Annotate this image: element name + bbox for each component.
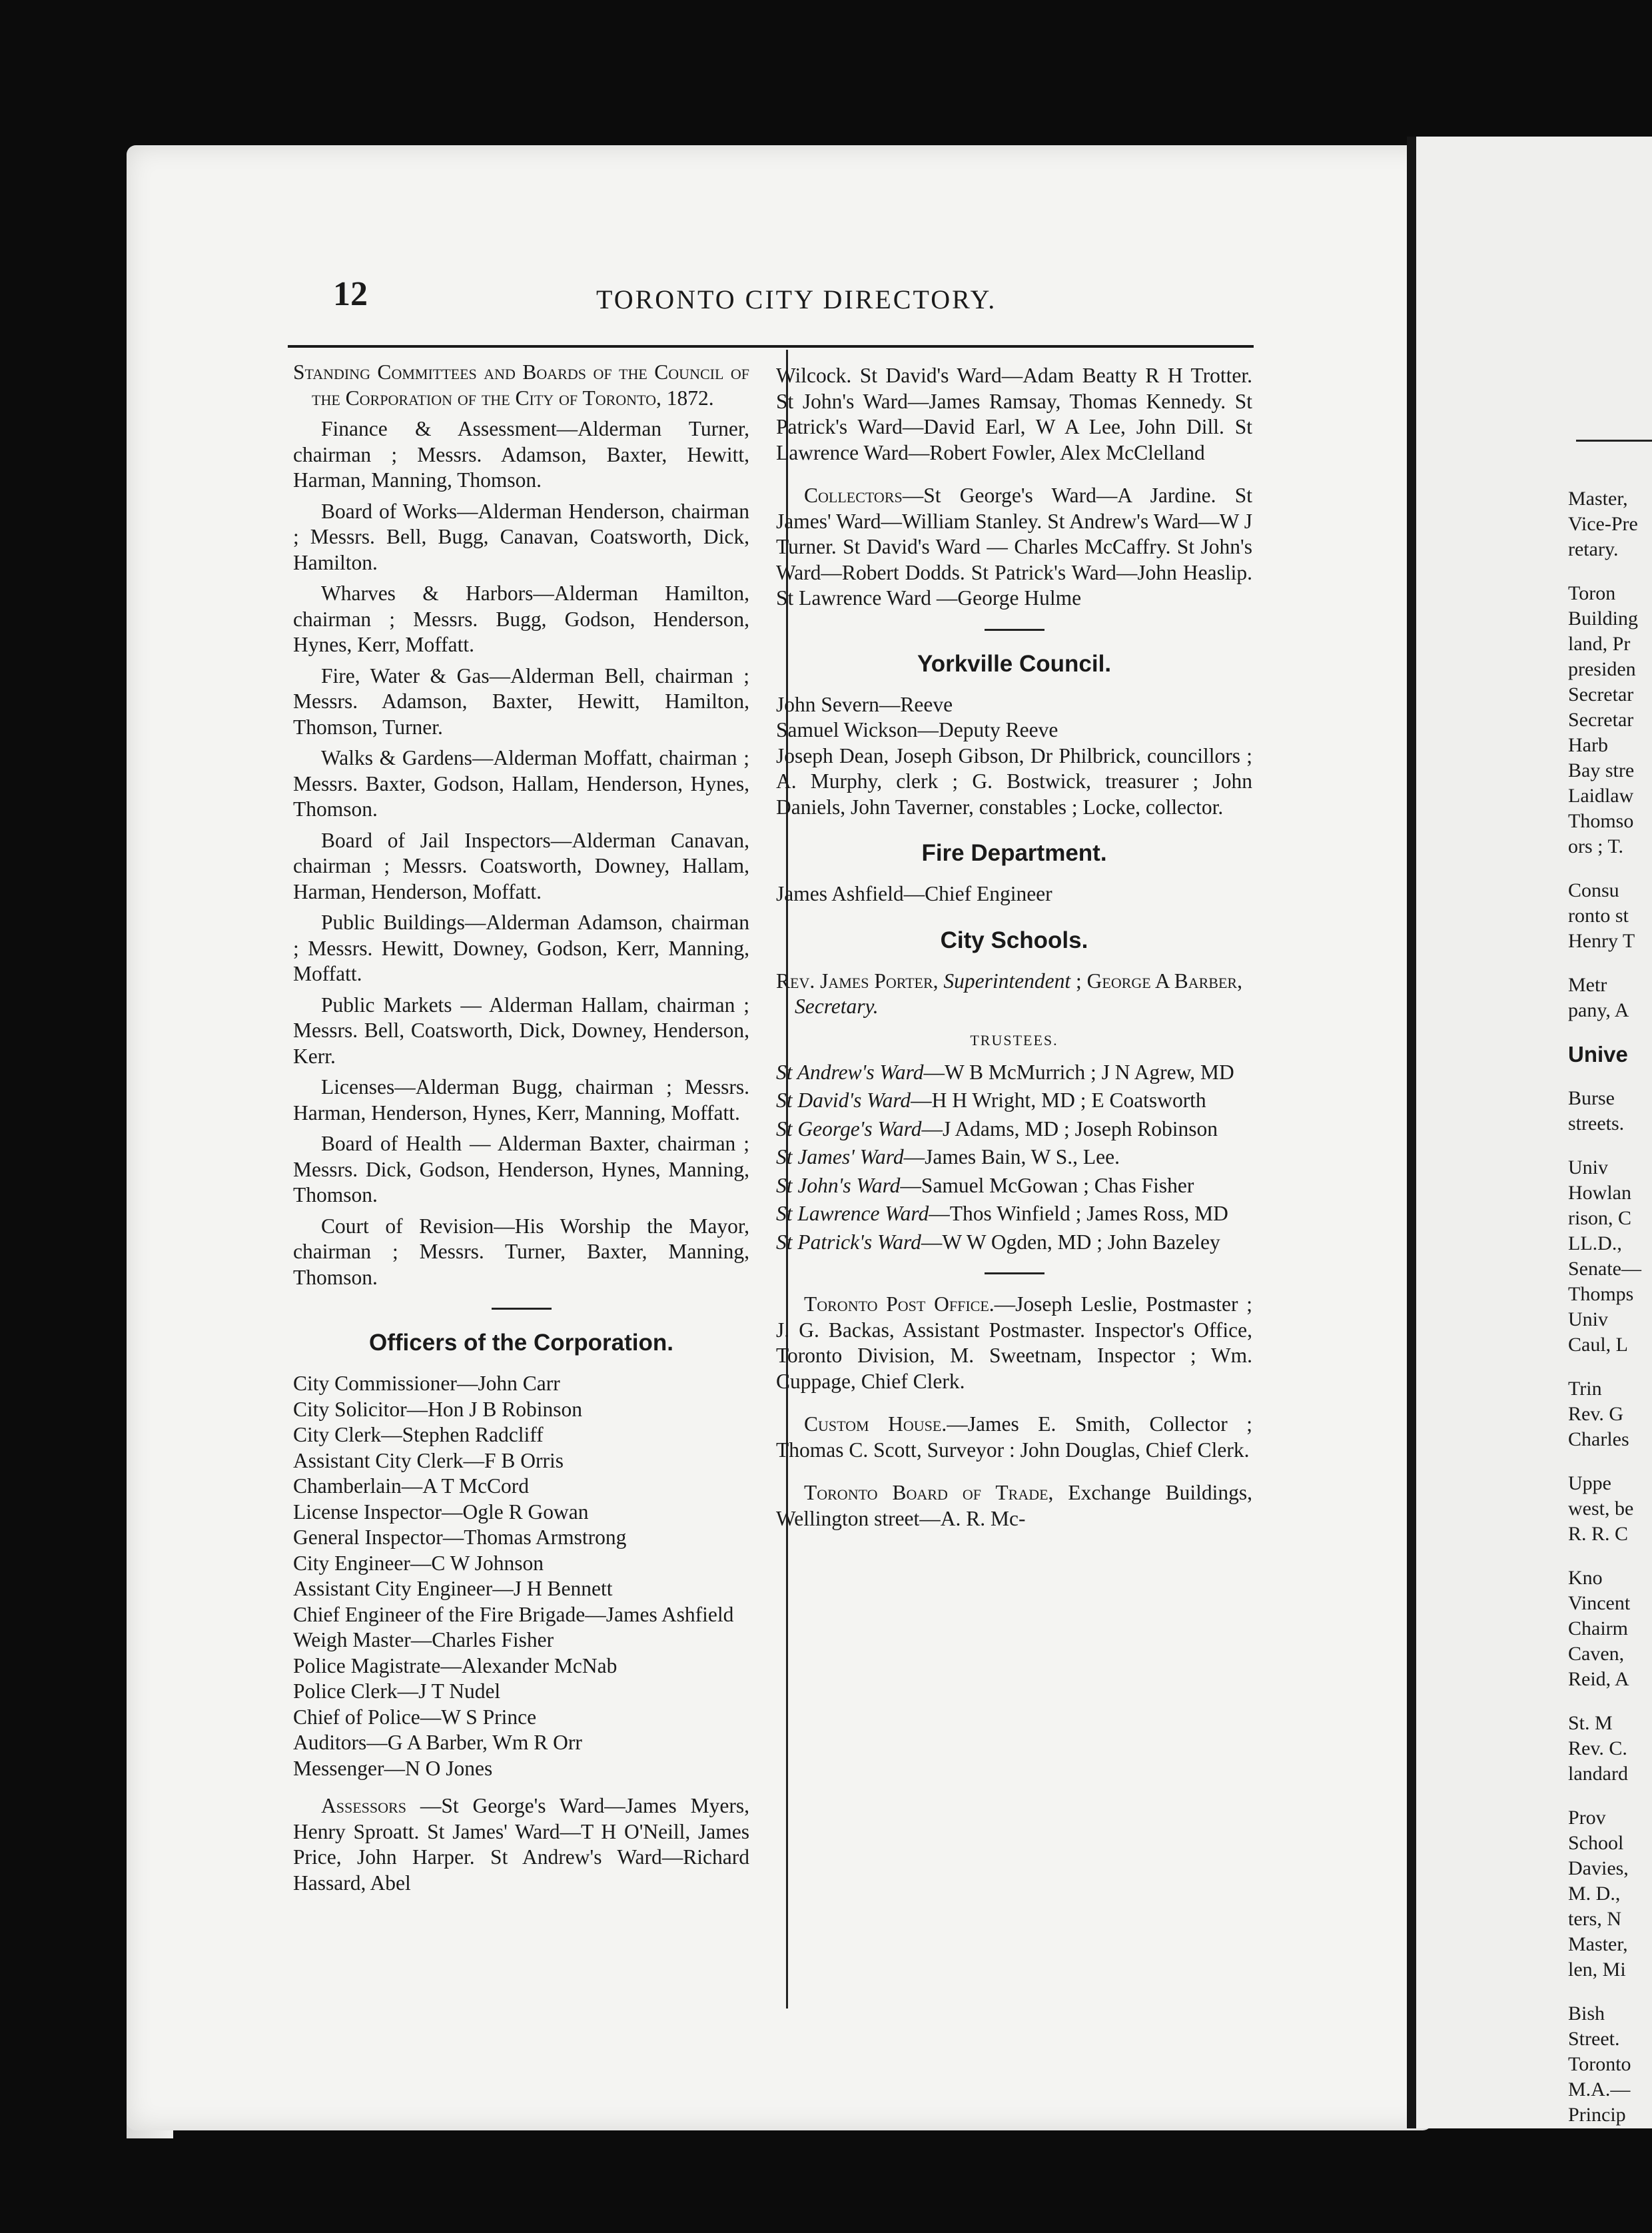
- officer-entry: Assistant City Clerk—F B Orris: [293, 1448, 564, 1472]
- facing-line: St. M: [1568, 1712, 1613, 1734]
- facing-line: [1568, 1023, 1652, 1042]
- trustee-ward: St Lawrence Ward: [776, 1202, 929, 1225]
- facing-line: Building: [1568, 608, 1639, 630]
- trustee-ward: St John's Ward: [776, 1173, 901, 1197]
- facing-line: LL.D.,: [1568, 1232, 1622, 1254]
- facing-line: Secretar: [1568, 683, 1634, 705]
- committee-entry: Board of Jail Inspectors—Alderman Canavan, chairman ; Messrs. Coatsworth, Downey, Hallam, Harman, Henderson, Moffatt.: [293, 828, 749, 903]
- section-rule: [492, 1308, 552, 1310]
- board-of-trade-label: Toronto Board of Trade,: [804, 1481, 1054, 1504]
- officer-entry: City Solicitor—Hon J B Robinson: [293, 1397, 583, 1421]
- page-header: [333, 274, 1252, 321]
- trustee-names: —H H Wright, MD ; E Coatsworth: [911, 1089, 1206, 1112]
- facing-line: [1568, 954, 1652, 973]
- assessors-label: Assessors: [321, 1794, 406, 1817]
- facing-line: Henry T: [1568, 930, 1635, 952]
- trustee-ward: St George's Ward: [776, 1116, 922, 1140]
- assessors-continued: Wilcock. St David's Ward—Adam Beatty R H Trotter. St John's Ward—James Ramsay, Thomas Kennedy. St Patrick's Ward—David Earl, W A Lee, John Dill. St Lawrence Ward—Robert Fowler, Alex McClelland: [776, 364, 1252, 464]
- facing-line: ronto st: [1568, 905, 1629, 927]
- facing-line: Davies,: [1568, 1857, 1629, 1879]
- facing-line: Univ: [1568, 1156, 1608, 1178]
- facing-line: presiden: [1568, 658, 1636, 680]
- officer-entry: Chief of Police—W S Prince: [293, 1705, 537, 1729]
- yorkville-entry: John Severn—Reeve: [776, 692, 953, 716]
- facing-line: Howlan: [1568, 1182, 1631, 1204]
- facing-line: Unive: [1568, 1042, 1628, 1067]
- officer-entry: Messenger—N O Jones: [293, 1756, 493, 1780]
- running-title: TORONTO CITY DIRECTORY.: [596, 284, 997, 314]
- facing-line: len, Mi: [1568, 1959, 1626, 1981]
- officers-list: [293, 1371, 749, 1781]
- facing-line: Bish: [1568, 2003, 1605, 2024]
- officer-entry: Chief Engineer of the Fire Brigade—James Ashfield: [293, 1602, 734, 1626]
- right-column: [776, 363, 1252, 1537]
- facing-line: [1568, 562, 1652, 581]
- trustee-entry: [776, 1060, 1252, 1086]
- assessors-text: —St George's Ward—James Myers, Henry Sproatt. St James' Ward—T H O'Neill, James Price, John Harper. St Andrew's Ward—Richard Hassard, Abel: [293, 1794, 749, 1895]
- committee-entry: Walks & Gardens—Alderman Moffatt, chairman ; Messrs. Baxter, Godson, Hallam, Henderson, Hynes, Thomson.: [293, 746, 749, 821]
- facing-line: Uppe: [1568, 1472, 1611, 1494]
- trustee-names: —J Adams, MD ; Joseph Robinson: [921, 1116, 1218, 1140]
- officer-entry: City Commissioner—John Carr: [293, 1372, 560, 1395]
- standing-committees-heading: Standing Committees and Boards of the Council of the Corporation of the City of Toronto, 1872.: [293, 360, 749, 410]
- trustee-names: —Samuel McGowan ; Chas Fisher: [900, 1173, 1194, 1197]
- facing-line: Burse: [1568, 1087, 1615, 1109]
- trustee-ward: St Andrew's Ward: [776, 1060, 924, 1084]
- facing-line: Toronto: [1568, 2053, 1631, 2075]
- yorkville-heading: Yorkville Council.: [917, 650, 1112, 677]
- facing-line: [1568, 1136, 1652, 1155]
- page-number: 12: [333, 275, 368, 313]
- trustee-entry: [776, 1116, 1252, 1142]
- post-office-paragraph: [776, 1292, 1252, 1394]
- facing-page: [1407, 137, 1652, 2128]
- trustee-entry: [776, 1144, 1252, 1170]
- facing-line: Vincent: [1568, 1592, 1631, 1614]
- officers-heading: Officers of the Corporation.: [369, 1330, 673, 1356]
- facing-line: [1568, 859, 1652, 878]
- custom-house-text: —James E. Smith, Collector ; Thomas C. Scott, Surveyor : John Douglas, Chief Clerk.: [776, 1412, 1252, 1462]
- assessors-paragraph: [293, 1793, 749, 1896]
- facing-line: Laidlaw: [1568, 785, 1634, 807]
- officer-entry: Police Magistrate—Alexander McNab: [293, 1653, 618, 1677]
- custom-house-label: Custom House.: [804, 1412, 947, 1436]
- facing-line: Chairm: [1568, 1617, 1628, 1639]
- facing-line: Thomso: [1568, 810, 1634, 832]
- facing-line: Prov: [1568, 1807, 1606, 1829]
- yorkville-paragraph: Joseph Dean, Joseph Gibson, Dr Philbrick, councillors ; A. Murphy, clerk ; G. Bostwick, treasurer ; John Daniels, John Taverner, constables ; Locke, collector.: [776, 743, 1252, 819]
- facing-line: School: [1568, 1832, 1624, 1854]
- facing-page-text: [1568, 486, 1652, 2128]
- facing-line: west, be: [1568, 1498, 1634, 1520]
- facing-line: Bay stre: [1568, 759, 1635, 781]
- custom-house-paragraph: [776, 1412, 1252, 1463]
- facing-line: M. D.,: [1568, 1883, 1621, 1905]
- officer-entry: General Inspector—Thomas Armstrong: [293, 1526, 627, 1549]
- facing-line: ters, N: [1568, 1908, 1621, 1930]
- trustees-list: [776, 1060, 1252, 1256]
- header-rule: [288, 345, 1254, 348]
- secretary-title: Secretary.: [795, 995, 879, 1018]
- facing-line: Rev. G: [1568, 1403, 1624, 1425]
- officer-entry: Chamberlain—A T McCord: [293, 1474, 530, 1498]
- trustees-heading: TRUSTEES.: [970, 1031, 1058, 1049]
- facing-line: R. R. C: [1568, 1523, 1629, 1545]
- post-office-label: Toronto Post Office.: [804, 1292, 995, 1316]
- collectors-paragraph: [776, 483, 1252, 612]
- post-office-text: —Joseph Leslie, Postmaster ; J. G. Backas, Assistant Postmaster. Inspector's Office, Toronto Division, M. Sweetnam, Inspector ; Wm. Cuppage, Chief Clerk.: [776, 1292, 1252, 1393]
- city-schools-heading: City Schools.: [940, 927, 1088, 953]
- facing-line: Thomps: [1568, 1283, 1634, 1305]
- officer-entry: Assistant City Engineer—J H Bennett: [293, 1577, 613, 1600]
- left-column: [293, 360, 749, 1901]
- officer-entry: License Inspector—Ogle R Gowan: [293, 1500, 589, 1524]
- facing-line: Caven,: [1568, 1643, 1625, 1665]
- board-of-trade-paragraph: [776, 1480, 1252, 1532]
- trustee-names: —Thos Winfield ; James Ross, MD: [929, 1202, 1228, 1225]
- trustee-names: —W W Ogden, MD ; John Bazeley: [921, 1230, 1220, 1254]
- committee-entry: Board of Works—Alderman Henderson, chairman ; Messrs. Bell, Bugg, Canavan, Coatsworth, Dick, Hamilton.: [293, 499, 749, 574]
- facing-line: Secretar: [1568, 709, 1634, 731]
- facing-line: [1568, 1983, 1652, 2001]
- committee-entry: Board of Health — Alderman Baxter, chairman ; Messrs. Dick, Godson, Henderson, Hynes, Manning, Thomson.: [293, 1132, 749, 1206]
- facing-line: Street.: [1568, 2028, 1620, 2050]
- facing-line: [1568, 1547, 1652, 1565]
- facing-line: M.A.—: [1568, 2078, 1631, 2100]
- committees-list: [293, 416, 749, 1290]
- facing-line: Senate—: [1568, 1258, 1641, 1280]
- trustee-names: —James Bain, W S., Lee.: [903, 1145, 1120, 1168]
- facing-line: rison, C: [1568, 1207, 1632, 1229]
- facing-line: Master,: [1568, 1933, 1628, 1955]
- schools-officers: Rev. James Porter, Superintendent ; George A Barber, Secretary.: [776, 969, 1242, 1018]
- trustee-ward: St Patrick's Ward: [776, 1230, 921, 1254]
- board-of-trade-text: Exchange Buildings, Wellington street—A. R. Mc-: [776, 1481, 1252, 1530]
- facing-line: Metr: [1568, 974, 1607, 996]
- officer-entry: Auditors—G A Barber, Wm R Orr: [293, 1731, 582, 1754]
- superintendent-title: Superintendent: [938, 969, 1071, 993]
- facing-line: Kno: [1568, 1567, 1603, 1589]
- facing-line: landard: [1568, 1763, 1628, 1785]
- facing-line: [1568, 1452, 1652, 1471]
- facing-line: retary.: [1568, 538, 1619, 560]
- committee-entry: Finance & Assessment—Alderman Turner, chairman ; Messrs. Adamson, Baxter, Hewitt, Harman, Manning, Thomson.: [293, 417, 749, 492]
- yorkville-list: [776, 692, 1252, 743]
- trustee-entry: [776, 1201, 1252, 1227]
- trustee-names: —W B McMurrich ; J N Agrew, MD: [923, 1060, 1234, 1084]
- fire-department-heading: Fire Department.: [921, 840, 1107, 866]
- trustee-ward: St James' Ward: [776, 1145, 904, 1168]
- committee-entry: Fire, Water & Gas—Alderman Bell, chairman ; Messrs. Adamson, Baxter, Hewitt, Hamilton, Thomson, Turner.: [293, 664, 749, 739]
- facing-line: streets.: [1568, 1113, 1625, 1134]
- collectors-label: Collectors: [804, 484, 903, 507]
- committee-entry: Public Markets — Alderman Hallam, chairman ; Messrs. Bell, Coatsworth, Dick, Downey, Henderson, Kerr.: [293, 993, 749, 1068]
- facing-line: Univ: [1568, 1308, 1608, 1330]
- trustee-entry: [776, 1088, 1252, 1114]
- committee-entry: Wharves & Harbors—Alderman Hamilton, chairman ; Messrs. Bugg, Godson, Henderson, Hynes, Kerr, Moffatt.: [293, 582, 749, 656]
- facing-line: land, Pr: [1568, 633, 1631, 655]
- facing-line: Reid, A: [1568, 1668, 1629, 1690]
- trustee-entry: [776, 1173, 1252, 1199]
- secretary-name: George A Barber,: [1086, 969, 1242, 993]
- officer-entry: City Clerk—Stephen Radcliff: [293, 1423, 544, 1446]
- facing-line: ors ; T.: [1568, 835, 1624, 857]
- facing-line: Master,: [1568, 488, 1628, 510]
- facing-line: Caul, L: [1568, 1334, 1628, 1356]
- facing-line: pany, A: [1568, 999, 1629, 1021]
- facing-line: Vice-Pre: [1568, 513, 1638, 535]
- facing-line: [1568, 1787, 1652, 1805]
- facing-line: [1568, 1067, 1652, 1086]
- committee-entry: Licenses—Alderman Bugg, chairman ; Messrs. Harman, Henderson, Hynes, Kerr, Manning, Moffatt.: [293, 1075, 749, 1124]
- fire-chief-entry: James Ashfield—Chief Engineer: [776, 882, 1052, 905]
- officer-entry: Police Clerk—J T Nudel: [293, 1679, 501, 1703]
- section-rule: [985, 1272, 1044, 1274]
- facing-line: Harb: [1568, 734, 1608, 756]
- facing-line: Trin: [1568, 1378, 1602, 1400]
- section-rule: [985, 629, 1044, 631]
- yorkville-entry: Samuel Wickson—Deputy Reeve: [776, 718, 1058, 741]
- facing-line: Charles: [1568, 1428, 1629, 1450]
- committee-entry: Court of Revision—His Worship the Mayor, chairman ; Messrs. Turner, Baxter, Manning, Thomson.: [293, 1214, 749, 1289]
- trustee-entry: [776, 1230, 1252, 1256]
- officer-entry: City Engineer—C W Johnson: [293, 1551, 544, 1575]
- trustee-ward: St David's Ward: [776, 1089, 911, 1112]
- committee-entry: Public Buildings—Alderman Adamson, chairman ; Messrs. Hewitt, Downey, Godson, Kerr, Manning, Moffatt.: [293, 911, 749, 985]
- facing-line: Toron: [1568, 582, 1616, 604]
- facing-line: Princip: [1568, 2104, 1626, 2126]
- facing-line: Rev. C.: [1568, 1737, 1627, 1759]
- superintendent-name: Rev. James Porter,: [776, 969, 939, 993]
- collectors-text: —St George's Ward—A Jardine. St James' Ward—William Stanley. St Andrew's Ward—W J Turner. St David's Ward — Charles McCaffry. St John's Ward—Robert Dodds. St Patrick's Ward—John Heaslip. St Lawrence Ward —George Hulme: [776, 484, 1252, 610]
- facing-line: [1568, 1358, 1652, 1376]
- facing-page-rule: [1576, 440, 1652, 442]
- facing-line: [1568, 1692, 1652, 1711]
- officer-entry: Weigh Master—Charles Fisher: [293, 1628, 554, 1651]
- facing-line: Consu: [1568, 879, 1619, 901]
